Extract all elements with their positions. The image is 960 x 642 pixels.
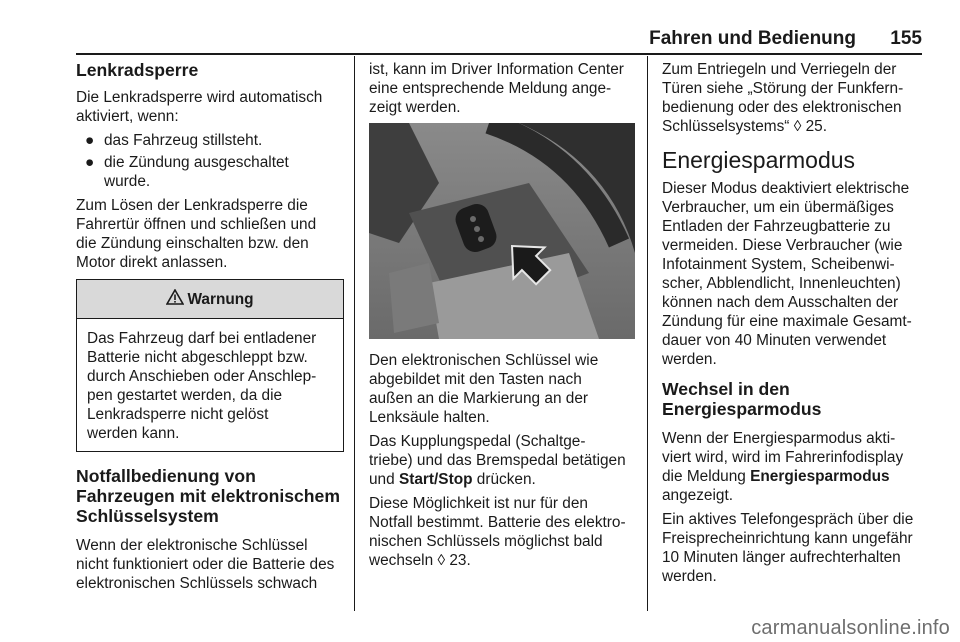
watermark: carmanualsonline.info — [751, 617, 950, 639]
column-3 — [662, 60, 930, 591]
page-number: 155 — [890, 28, 922, 49]
bullet-icon: ● — [85, 154, 95, 171]
warning-text: Das Fahrzeug darf bei entladener Batterie nicht abgeschleppt bzw. durch Anschieben oder Anschlep- pen gestartet werden, da die Lenkradsperre nicht gelöst werden kann. — [87, 330, 317, 442]
column-2 — [369, 60, 635, 575]
message-label: Energiesparmodus — [750, 468, 890, 485]
unlock-paragraph: Zum Entriegeln und Verriegeln der Türen siehe „Störung der Funkfern- bedienung oder des elektronischen Schlüsselsystems“ ◊ 25. — [662, 61, 904, 135]
battery-note: Diese Möglichkeit ist nur für den Notfall bestimmt. Batterie des elektro- nischen Schlüssels möglichst bald wechseln ◊ 23. — [369, 495, 626, 569]
column-1 — [76, 60, 344, 598]
warning-triangle-icon — [166, 289, 184, 310]
heading-energiesparmodus: Energiesparmodus — [662, 147, 856, 173]
page-reference[interactable]: 25. — [805, 118, 828, 135]
phone-call-paragraph: Ein aktives Telefongespräch über die Freisprecheinrichtung kann ungefähr 10 Minuten länger aufrechterhalten werden. — [662, 511, 914, 585]
continuation-paragraph: ist, kann im Driver Information Center eine entsprechende Meldung ange- zeigt werden. — [369, 61, 624, 116]
page-reference[interactable]: 23. — [449, 552, 471, 569]
energy-description: Dieser Modus deaktiviert elektrische Verbraucher, um ein übermäßiges Entladen der Fahrzeugbatterie zu vermeiden. Diese Verbraucher (wie Infotainment System, Scheibenwi- scher, Abblendlicht, Innenleuchten) können nach dem Ausschalten der Zündung für eine maximale Gesamt- dauer von 40 Minuten verwendet werden. — [662, 180, 912, 368]
list-item: ● die Zündung ausgeschaltet wurde. — [85, 154, 289, 190]
column-divider-right — [647, 56, 648, 611]
list-item: ● das Fahrzeug stillsteht. — [85, 132, 263, 149]
start-stop-label: Start/Stop — [398, 471, 473, 488]
heading-wechsel: Wechsel in den Energiesparmodus — [662, 379, 822, 419]
intro-paragraph: Die Lenkradsperre wird automatisch aktiviert, wenn: — [76, 89, 323, 125]
page-header — [76, 26, 922, 56]
condition-list — [76, 131, 344, 191]
key-instruction: Den elektronischen Schlüssel wie abgebildet mit den Tasten nach außen an die Markierung an der Lenksäule halten. — [369, 352, 599, 426]
activation-paragraph: Wenn der Energiesparmodus akti- viert wird, wird im Fahrerinfodisplay die Meldung Energiesparmodus angezeigt. — [662, 430, 904, 504]
heading-lenkradsperre: Lenkradsperre — [76, 60, 199, 80]
page-reference-icon: ◊ — [437, 552, 450, 569]
warning-title: Warnung — [187, 290, 254, 308]
emergency-paragraph: Wenn der elektronische Schlüssel nicht funktioniert oder die Batterie des elektronischen Schlüssels schwach — [76, 537, 335, 592]
page-reference-icon: ◊ — [793, 118, 806, 135]
header-rule — [76, 53, 922, 55]
steering-column-photo — [369, 123, 635, 339]
pedal-instruction: Das Kupplungspedal (Schaltge- triebe) und das Bremspedal betätigen und Start/Stop drücken. — [369, 433, 626, 488]
release-paragraph: Zum Lösen der Lenkradsperre die Fahrertür öffnen und schließen und die Zündung einschalten bzw. den Motor direkt anlassen. — [76, 197, 317, 271]
warning-header — [77, 280, 343, 319]
heading-notfallbedienung: Notfallbedienung von Fahrzeugen mit elektronischem Schlüsselsystem — [76, 466, 340, 526]
column-divider-left — [354, 56, 355, 611]
section-title: Fahren und Bedienung — [649, 28, 856, 49]
bullet-icon: ● — [85, 132, 95, 149]
warning-box — [76, 279, 344, 452]
